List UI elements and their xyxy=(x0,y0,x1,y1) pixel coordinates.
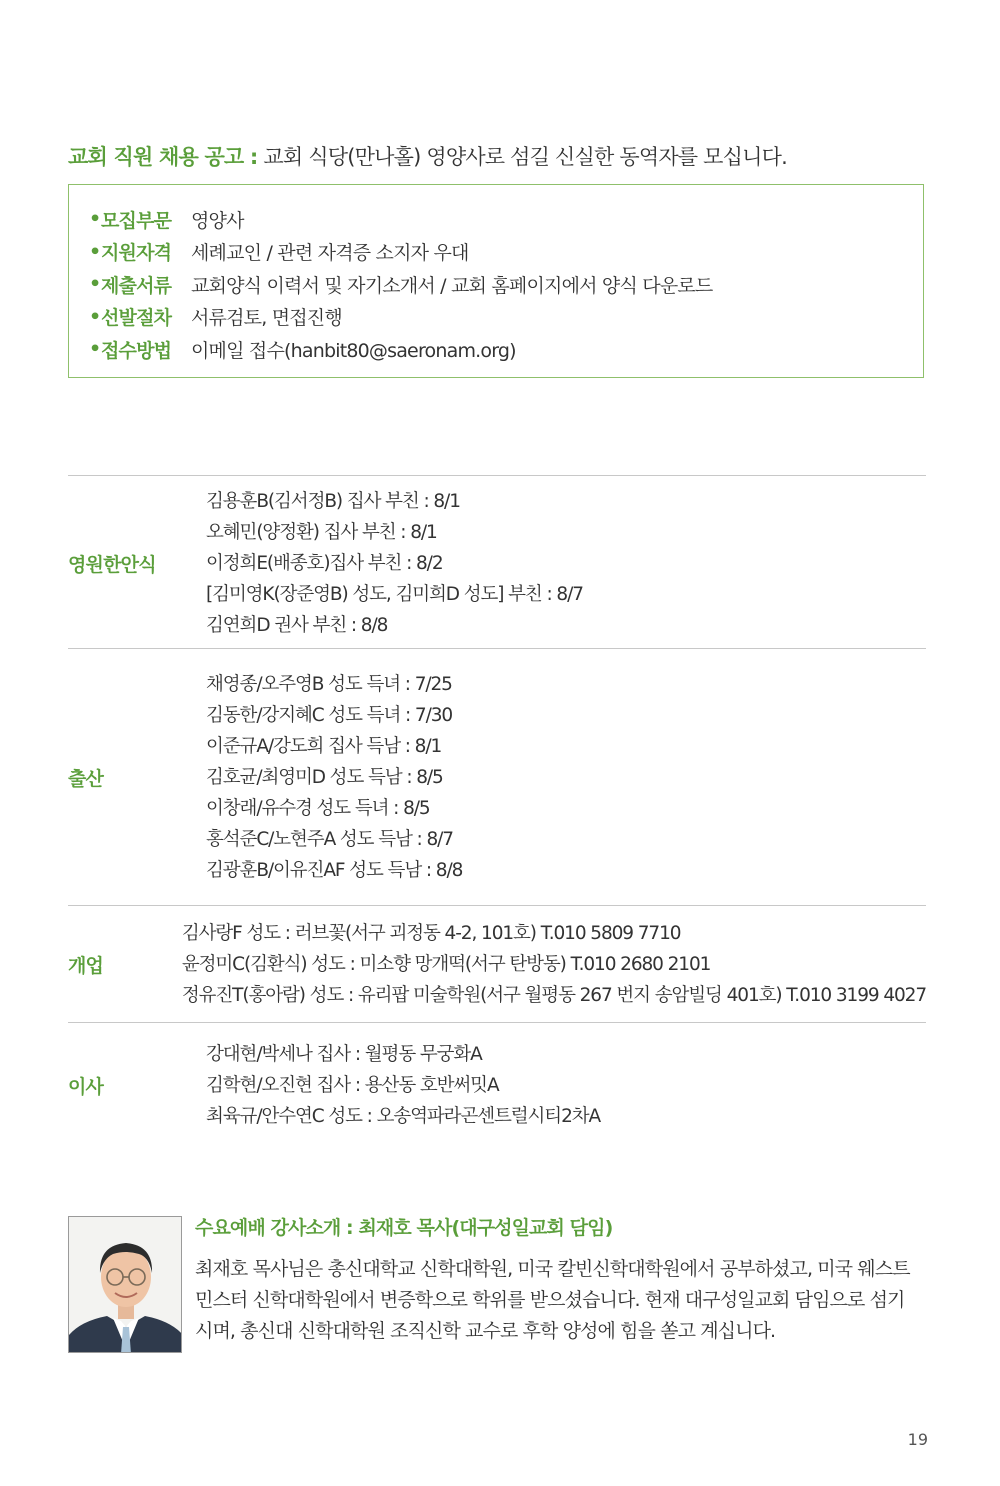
speaker-portrait-icon xyxy=(69,1217,182,1353)
recruitment-item-value: 서류검토, 면접진행 xyxy=(191,307,342,330)
recruitment-item-value: 영양사 xyxy=(191,209,244,232)
bullet-icon: • xyxy=(89,240,101,263)
speaker-title: 수요예배 강사소개 : 최재호 목사(대구성일교회 담임) xyxy=(195,1217,613,1239)
recruitment-heading xyxy=(68,141,948,171)
church-news-table xyxy=(68,475,926,1148)
recruitment-box xyxy=(68,184,924,378)
news-line: 김학현/오진현 집사 : 용산동 호반써밋A xyxy=(206,1075,499,1096)
news-line: [김미영K(장준영B) 성도, 김미희D 성도] 부친 : 8/7 xyxy=(206,583,583,605)
recruitment-item xyxy=(89,203,923,236)
news-line: 최육규/안수연C 성도 : 오송역파라곤센트럴시티2차A xyxy=(206,1106,601,1127)
news-line: 윤정미C(김환식) 성도 : 미소향 망개떡(서구 탄방동) T.010 2680 2101 xyxy=(181,953,711,975)
news-section-opening xyxy=(68,905,926,1022)
news-lines xyxy=(206,486,926,641)
speaker-photo xyxy=(68,1216,182,1353)
news-line: 김연희D 권사 부친 : 8/8 xyxy=(206,614,388,636)
recruitment-item xyxy=(89,333,923,366)
news-line: 김사랑F 성도 : 러브꽃(서구 괴정동 4-2, 101호) T.010 5809 7710 xyxy=(181,922,681,944)
speaker-bio-line: 민스터 신학대학원에서 변증학으로 학위를 받으셨습니다. 현재 대구성일교회 담임으로 섬기 xyxy=(195,1289,905,1311)
recruitment-item-value: 세례교인 / 관련 자격증 소지자 우대 xyxy=(191,242,469,265)
news-category: 이사 xyxy=(68,1076,104,1098)
speaker-bio xyxy=(195,1254,930,1347)
news-lines xyxy=(182,918,926,1011)
bullet-icon: • xyxy=(89,273,101,296)
speaker-bio-line: 시며, 총신대 신학대학원 조직신학 교수로 후학 양성에 힘을 쏟고 계십니다. xyxy=(195,1320,776,1342)
bullet-icon: • xyxy=(89,305,101,328)
bullet-icon: • xyxy=(89,338,101,361)
recruitment-item-label: 접수방법 xyxy=(101,339,172,362)
recruitment-heading-lead: 교회 직원 채용 공고 : xyxy=(68,145,258,169)
news-category: 개업 xyxy=(68,954,104,977)
recruitment-item xyxy=(89,301,923,334)
news-line: 홍석준C/노현주A 성도 득남 : 8/7 xyxy=(206,828,453,850)
recruitment-item-value: 이메일 접수(hanbit80@saeronam.org) xyxy=(191,339,516,362)
news-section-condolence xyxy=(68,475,926,648)
bullet-icon: • xyxy=(89,208,101,231)
recruitment-item-label: 제출서류 xyxy=(101,274,172,297)
news-line: 이정희E(배종호)집사 부친 : 8/2 xyxy=(206,552,443,574)
recruitment-item-label: 지원자격 xyxy=(101,242,172,265)
news-lines xyxy=(206,1039,926,1132)
recruitment-item-label: 선발절차 xyxy=(101,307,172,330)
recruitment-item-label: 모집부문 xyxy=(101,209,172,232)
news-line: 강대현/박세나 집사 : 월평동 무궁화A xyxy=(206,1044,482,1065)
news-category: 출산 xyxy=(68,767,104,790)
news-line: 김동한/강지혜C 성도 득녀 : 7/30 xyxy=(206,704,453,726)
news-category: 영원한안식 xyxy=(68,553,156,576)
news-line: 채영종/오주영B 성도 득녀 : 7/25 xyxy=(206,673,452,695)
news-line: 김호균/최영미D 성도 득남 : 8/5 xyxy=(206,766,443,788)
news-line: 김용훈B(김서정B) 집사 부친 : 8/1 xyxy=(206,490,460,512)
recruitment-item-value: 교회양식 이력서 및 자기소개서 / 교회 홈페이지에서 양식 다운로드 xyxy=(191,274,713,297)
news-line: 정유진T(홍아람) 성도 : 유리팝 미술학원(서구 월평동 267 번지 송암빌딩 401호) T.010 3199 4027 xyxy=(181,984,926,1006)
news-line: 김광훈B/이유진AF 성도 득남 : 8/8 xyxy=(206,859,463,881)
news-section-moving xyxy=(68,1022,926,1148)
recruitment-item xyxy=(89,268,923,301)
recruitment-item xyxy=(89,236,923,269)
speaker-bio-line: 최재호 목사님은 총신대학교 신학대학원, 미국 칼빈신학대학원에서 공부하셨고, 미국 웨스트 xyxy=(195,1258,910,1280)
news-line: 오혜민(양정환) 집사 부친 : 8/1 xyxy=(206,521,437,543)
page-number: 19 xyxy=(907,1430,928,1449)
news-lines xyxy=(206,669,926,886)
news-line: 이준규A/강도희 집사 득남 : 8/1 xyxy=(206,735,442,757)
recruitment-heading-text: 교회 식당(만나홀) 영양사로 섬길 신실한 동역자를 모십니다. xyxy=(257,145,787,169)
news-section-birth xyxy=(68,648,926,905)
news-line: 이창래/유수경 성도 득녀 : 8/5 xyxy=(206,797,430,819)
